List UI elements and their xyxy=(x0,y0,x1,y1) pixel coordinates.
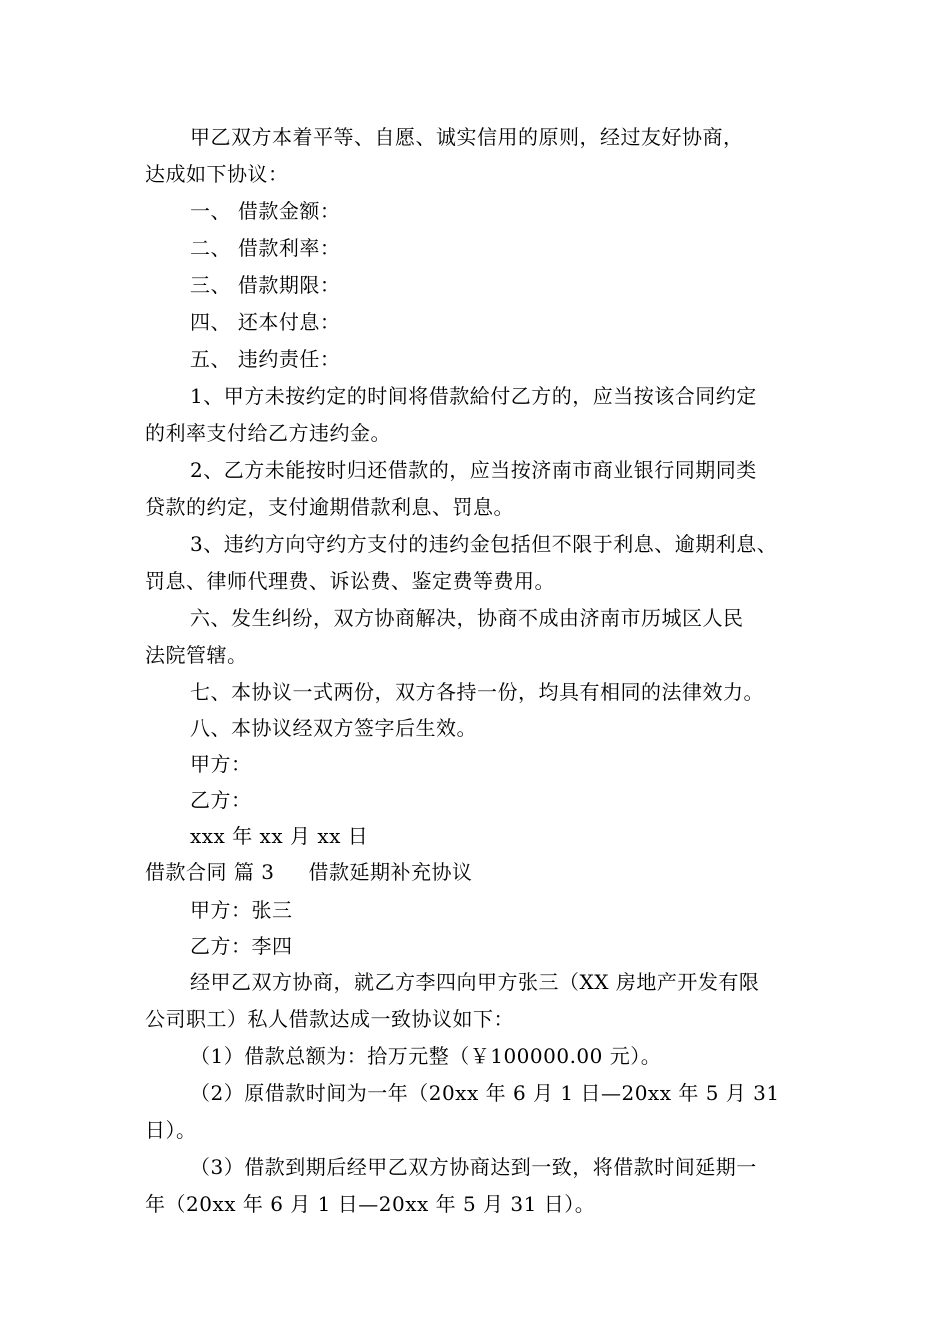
liability-item-1-line-2: 的利率支付给乙方违约金。 xyxy=(145,421,391,445)
agreement-intro-line-1: 经甲乙双方协商，就乙方李四向甲方张三（XX 房地产开发有限 xyxy=(190,970,760,994)
paragraph-intro-line-2: 达成如下协议： xyxy=(145,162,289,186)
clause-dispute-line-1: 六、发生纠纷，双方协商解决，协商不成由济南市历城区人民 xyxy=(190,606,744,630)
party-a-signature: 甲方： xyxy=(190,752,252,776)
clause-repayment: 四、 还本付息： xyxy=(190,310,341,334)
party-a-name: 甲方：张三 xyxy=(190,898,293,922)
liability-item-2-line-1: 2、乙方未能按时归还借款的，应当按济南市商业银行同期同类 xyxy=(190,458,757,482)
term-2-line-2: 日）。 xyxy=(145,1118,197,1142)
clause-interest-rate: 二、 借款利率： xyxy=(190,236,341,260)
clause-effective: 八、本协议经双方签字后生效。 xyxy=(190,716,477,740)
term-2-line-1: （2）原借款时间为一年（20xx 年 6 月 1 日—20xx 年 5 月 31 xyxy=(190,1081,780,1105)
party-b-name: 乙方：李四 xyxy=(190,934,293,958)
liability-item-2-line-2: 贷款的约定，支付逾期借款利息、罚息。 xyxy=(145,495,514,519)
clause-copies: 七、本协议一式两份，双方各持一份，均具有相同的法律效力。 xyxy=(190,680,764,704)
paragraph-intro-line-1: 甲乙双方本着平等、自愿、诚实信用的原则，经过友好协商， xyxy=(190,125,744,149)
term-3-line-2: 年（20xx 年 6 月 1 日—20xx 年 5 月 31 日）。 xyxy=(145,1192,596,1216)
term-1-total-amount: （1）借款总额为：拾万元整（￥100000.00 元）。 xyxy=(190,1044,662,1068)
clause-liability: 五、 违约责任： xyxy=(190,347,341,371)
section-heading xyxy=(145,860,472,884)
agreement-intro-line-2: 公司职工）私人借款达成一致协议如下： xyxy=(145,1007,514,1031)
section-label: 借款合同 篇 3 xyxy=(145,860,275,884)
signing-date: xxx 年 xx 月 xx 日 xyxy=(190,824,369,848)
liability-item-3-line-1: 3、违约方向守约方支付的违约金包括但不限于利息、逾期利息、 xyxy=(190,532,778,556)
clause-amount: 一、 借款金额： xyxy=(190,199,341,223)
term-3-line-1: （3）借款到期后经甲乙双方协商达到一致，将借款时间延期一 xyxy=(190,1155,757,1179)
liability-item-3-line-2: 罚息、律师代理费、诉讼费、鉴定费等费用。 xyxy=(145,569,555,593)
section-title: 借款延期补充协议 xyxy=(308,860,473,884)
party-b-signature: 乙方： xyxy=(190,788,252,812)
clause-dispute-line-2: 法院管辖。 xyxy=(145,643,248,667)
clause-term: 三、 借款期限： xyxy=(190,273,341,297)
liability-item-1-line-1: 1、甲方未按约定的时间将借款給付乙方的，应当按该合同约定 xyxy=(190,384,757,408)
